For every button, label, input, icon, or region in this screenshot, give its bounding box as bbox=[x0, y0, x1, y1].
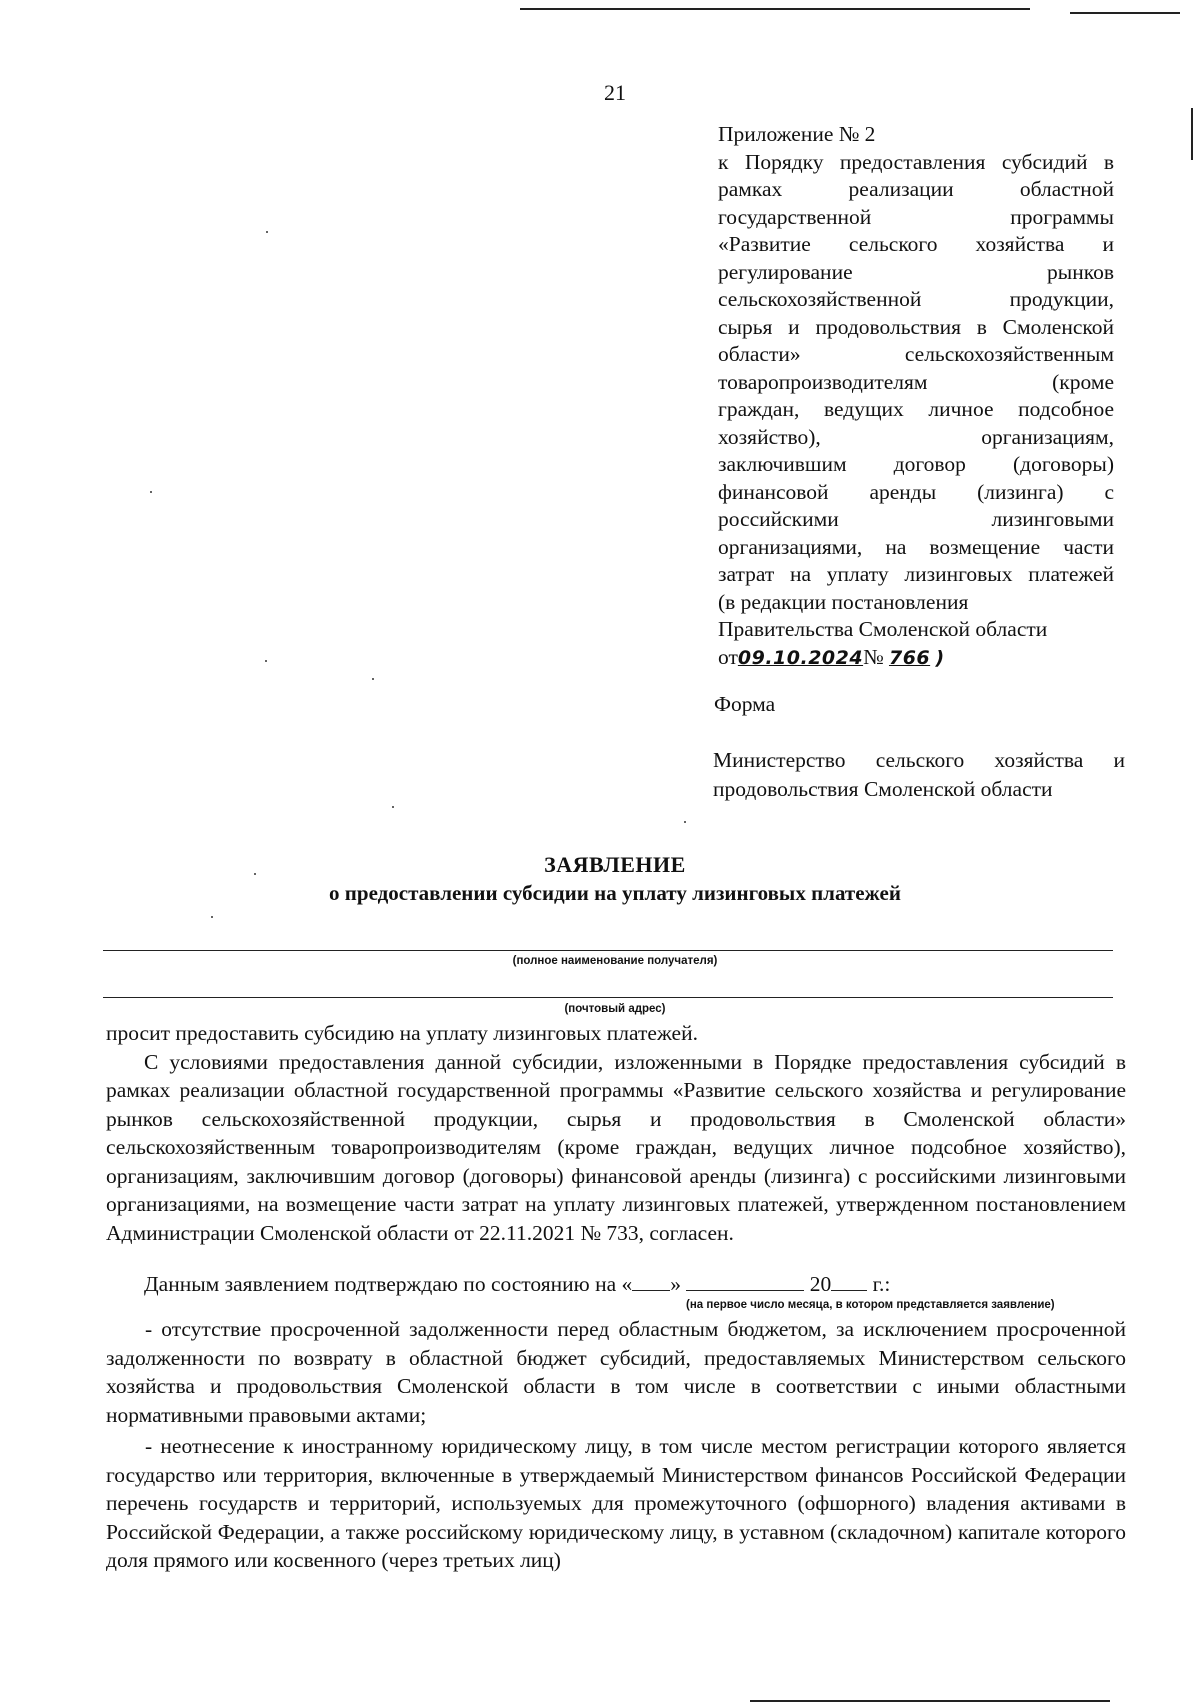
appendix-line: заключившим договор (договоры) bbox=[718, 452, 1114, 476]
scan-speck bbox=[684, 821, 686, 823]
day-field[interactable] bbox=[632, 1272, 670, 1291]
appendix-line: затрат на уплату лизинговых платежей bbox=[718, 562, 1114, 586]
appendix-line: Правительства Смоленской области bbox=[718, 617, 1048, 641]
scan-speck bbox=[150, 491, 152, 493]
condition-item: - отсутствие просроченной задолженности перед областным бюджетом, за исключением просроченной задолженности по возврату в областной бюджет субсидий, предоставляемых Министерством сельского хозяйства и продовольствия Смоленской области в том числе в соответствии с иными областными нормативными правовыми актами; bbox=[106, 1317, 1126, 1427]
confirm-suffix: г.: bbox=[872, 1272, 891, 1296]
condition-item: - неотнесение к иностранному юридическому лицу, в том числе местом регистрации которого является государство или территория, включенные в утверждаемый Министерством финансов Российской Федерации перечень государств и территорий, используемых для промежуточного (офшорного) владения активами в Российской Федерации, а также российскому юридическому лицу, в уставном (складочном) капитале которого доля прямого или косвенного (через третьих лиц) bbox=[106, 1434, 1126, 1572]
appendix-block bbox=[718, 121, 1114, 672]
recipient-name-caption: (полное наименование получателя) bbox=[512, 955, 718, 967]
scan-edge-top-right bbox=[1070, 12, 1180, 14]
appendix-date-line bbox=[718, 644, 1114, 673]
year-field[interactable] bbox=[831, 1272, 867, 1291]
body-text-lower bbox=[106, 1315, 1126, 1575]
page-number: 21 bbox=[604, 80, 626, 105]
confirm-prefix: Данным заявлением подтверждаю по состоянию на « bbox=[144, 1272, 633, 1296]
confirm-quote-close: » bbox=[670, 1272, 682, 1296]
agreement-paragraph: С условиями предоставления данной субсидии, изложенными в Порядке предоставления субсидий в рамках реализации областной государственной программы «Развитие сельского хозяйства и регулирование рынков сельскохозяйственной продукции, сырья и продовольствия в Смоленской области» сельскохозяйственным товаропроизводителям (кроме граждан, ведущих личное подсобное хозяйство), организациям, заключившим договор (договоры) финансовой аренды (лизинга) с российскими лизинговыми организациями, на возмещение части затрат на уплату лизинговых платежей, утвержденном постановлением Администрации Смоленской области от 22.11.2021 № 733, согласен. bbox=[106, 1049, 1126, 1245]
scan-speck bbox=[211, 916, 213, 918]
appendix-line: «Развитие сельского хозяйства и bbox=[718, 232, 1114, 256]
appendix-line: (в редакции постановления bbox=[718, 589, 969, 614]
scan-edge-top bbox=[520, 8, 1030, 10]
handwritten-date: 09.10.2024 bbox=[737, 646, 864, 669]
scan-edge-right bbox=[1191, 108, 1193, 160]
appendix-line: области» сельскохозяйственным bbox=[718, 342, 1114, 366]
confirmation-date-row bbox=[144, 1272, 890, 1297]
scan-speck bbox=[265, 660, 267, 662]
appendix-line: сельскохозяйственной продукции, bbox=[718, 287, 1114, 311]
form-label: Форма bbox=[714, 692, 776, 716]
appendix-line: товаропроизводителям (кроме bbox=[718, 369, 1114, 394]
appendix-line: государственной программы bbox=[718, 204, 1114, 229]
scan-edge-bottom bbox=[750, 1700, 1110, 1702]
number-prefix: № bbox=[863, 644, 884, 669]
confirm-century: 20 bbox=[809, 1272, 832, 1296]
request-paragraph: просит предоставить субсидию на уплату лизинговых платежей. bbox=[106, 1021, 698, 1045]
month-field[interactable] bbox=[686, 1272, 804, 1291]
confirmation-date-caption: (на первое число месяца, в котором представляется заявление) bbox=[686, 1299, 1055, 1311]
body-text-upper bbox=[106, 1019, 1126, 1247]
postal-address-field[interactable] bbox=[103, 997, 1113, 998]
document-title: ЗАЯВЛЕНИЕ bbox=[544, 852, 686, 877]
appendix-line: регулирование рынков bbox=[718, 259, 1114, 284]
scan-speck bbox=[372, 678, 374, 680]
closing-paren: ) bbox=[935, 646, 945, 669]
appendix-line: хозяйство), организациям, bbox=[718, 424, 1114, 449]
date-prefix: от bbox=[718, 644, 738, 669]
appendix-line: сырья и продовольствия в Смоленской bbox=[718, 314, 1114, 339]
appendix-line: к Порядку предоставления субсидий в bbox=[718, 149, 1114, 174]
postal-address-caption: (почтовый адрес) bbox=[564, 1003, 666, 1015]
appendix-line: финансовой аренды (лизинга) с bbox=[718, 479, 1114, 504]
addressee-block bbox=[713, 746, 1125, 804]
addressee-line: Министерство сельского хозяйства и bbox=[713, 748, 1125, 772]
scan-speck bbox=[266, 231, 268, 233]
appendix-line: рамках реализации областной bbox=[718, 177, 1114, 201]
appendix-line: организациями, на возмещение части bbox=[718, 534, 1114, 559]
appendix-line: российскими лизинговыми bbox=[718, 507, 1114, 531]
handwritten-number: 766 bbox=[888, 646, 931, 669]
recipient-name-field[interactable] bbox=[103, 950, 1113, 951]
addressee-line: продовольствия Смоленской области bbox=[713, 777, 1053, 801]
appendix-title: Приложение № 2 bbox=[718, 122, 876, 146]
appendix-line: граждан, ведущих личное подсобное bbox=[718, 397, 1114, 421]
scan-speck bbox=[392, 806, 394, 808]
document-subtitle: о предоставлении субсидии на уплату лизинговых платежей bbox=[329, 881, 901, 905]
